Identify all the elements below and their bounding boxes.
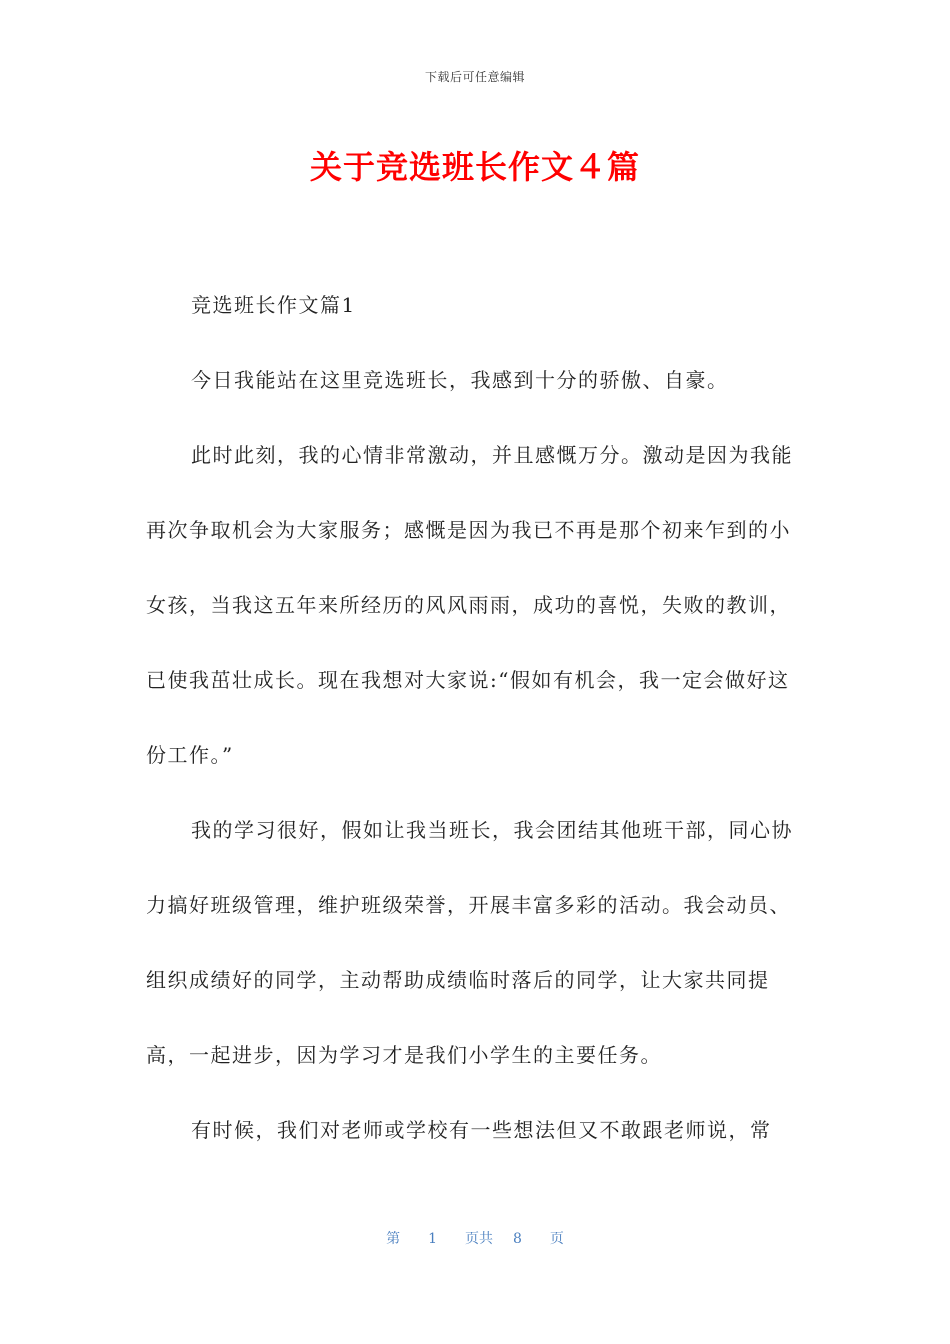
document-body xyxy=(146,268,806,1168)
footer-ye-gong: 页共 xyxy=(465,1231,493,1247)
section-heading: 竞选班长作文篇1 xyxy=(191,293,356,317)
footer-total-pages: 8 xyxy=(513,1231,522,1247)
paragraph: 有时候，我们对老师或学校有一些想法但又不敢跟老师说，常 xyxy=(191,1118,772,1142)
footer-ye: 页 xyxy=(549,1231,564,1247)
header-note: 下载后可任意编辑 xyxy=(424,70,525,84)
document-title: 关于竞选班长作文４篇 xyxy=(309,148,640,186)
paragraph: 我的学习很好，假如让我当班长，我会团结其他班干部，同心协力搞好班级管理，维护班级荣誉，开展丰富多彩的活动。我会动员、组织成绩好的同学，主动帮助成绩临时落后的同学，让大家共同提高，一起进步，因为学习才是我们小学生的主要任务。 xyxy=(146,818,793,1067)
paragraph: 今日我能站在这里竞选班长，我感到十分的骄傲、自豪。 xyxy=(191,368,729,392)
footer-di: 第 xyxy=(386,1231,401,1247)
paragraph: 此时此刻，我的心情非常激动，并且感慨万分。激动是因为我能再次争取机会为大家服务；感慨是因为我已不再是那个初来乍到的小女孩，当我这五年来所经历的风风雨雨，成功的喜悦，失败的教训，已使我茁壮成长。现在我想对大家说:“假如有机会，我一定会做好这份工作。” xyxy=(146,443,793,767)
page-footer xyxy=(0,1228,950,1248)
footer-page-number: 1 xyxy=(428,1231,437,1247)
